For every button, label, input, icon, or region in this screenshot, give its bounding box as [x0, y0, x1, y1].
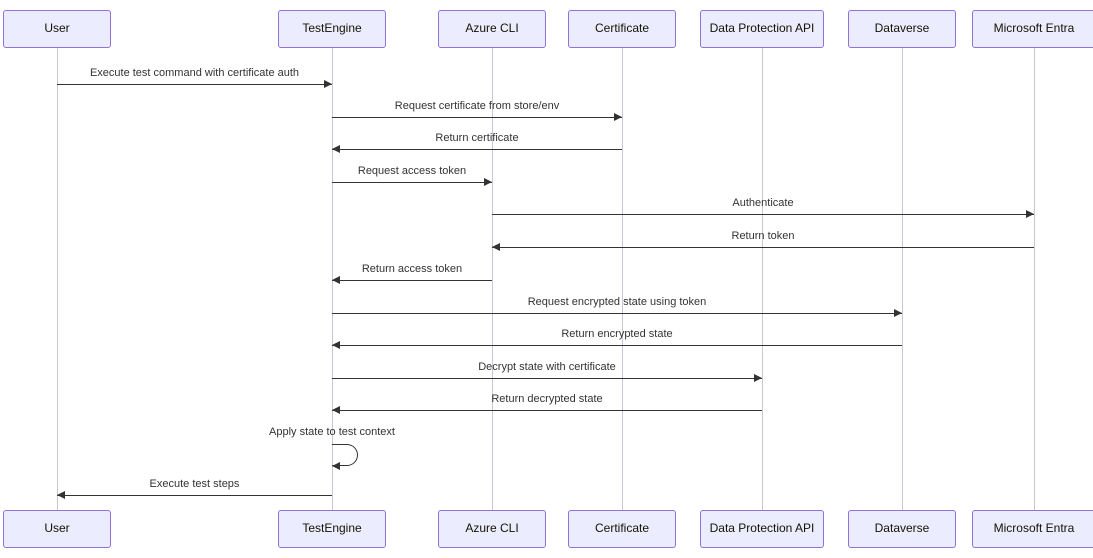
participant-label: Azure CLI — [465, 521, 519, 536]
participant-label: Dataverse — [874, 21, 930, 36]
participant-box — [278, 10, 386, 48]
participant-label: Certificate — [594, 21, 650, 36]
lifeline — [762, 48, 763, 510]
message-label: Execute test steps — [149, 478, 240, 490]
message-arrow — [492, 214, 1034, 215]
participant-box — [568, 10, 676, 48]
message-label: Request encrypted state using token — [527, 296, 707, 308]
arrow-head-icon — [894, 309, 902, 317]
lifeline — [57, 48, 58, 510]
message-label: Decrypt state with certificate — [478, 361, 616, 373]
participant-box — [848, 510, 956, 548]
message-label: Request certificate from store/env — [394, 100, 560, 112]
lifeline — [902, 48, 903, 510]
message-label: Authenticate — [732, 197, 794, 209]
participant-box — [700, 10, 824, 48]
lifeline — [1034, 48, 1035, 510]
message-label: Return decrypted state — [491, 393, 603, 405]
participant-label: Data Protection API — [709, 21, 815, 36]
participant-label: User — [44, 21, 70, 36]
arrow-head-icon — [332, 341, 340, 349]
participant-box — [700, 510, 824, 548]
arrow-head-icon — [1026, 210, 1034, 218]
participant-box — [972, 10, 1093, 48]
message-label: Return encrypted state — [561, 328, 673, 340]
message-arrow — [492, 247, 1034, 248]
arrow-head-icon — [754, 374, 762, 382]
arrow-head-icon — [484, 178, 492, 186]
participant-label: Azure CLI — [465, 21, 519, 36]
participant-label: TestEngine — [302, 521, 362, 536]
message-arrow — [332, 313, 902, 314]
arrow-head-icon — [492, 243, 500, 251]
lifeline — [622, 48, 623, 510]
arrow-head-icon — [324, 80, 332, 88]
participant-label: TestEngine — [302, 21, 362, 36]
participant-box — [972, 510, 1093, 548]
participant-box — [568, 510, 676, 548]
participant-box — [3, 510, 111, 548]
message-label: Return token — [731, 230, 795, 242]
message-arrow — [332, 378, 762, 379]
message-arrow — [332, 345, 902, 346]
message-label: Return access token — [361, 263, 463, 275]
arrow-head-icon — [332, 145, 340, 153]
message-arrow — [57, 84, 332, 85]
message-label: Request access token — [357, 165, 467, 177]
arrow-head-icon — [332, 276, 340, 284]
participant-label: Certificate — [594, 521, 650, 536]
message-arrow — [332, 182, 492, 183]
participant-label: Dataverse — [874, 521, 930, 536]
message-arrow — [332, 117, 622, 118]
message-label: Execute test command with certificate auth — [89, 67, 300, 79]
message-arrow — [332, 149, 622, 150]
message-arrow — [332, 410, 762, 411]
participant-box — [278, 510, 386, 548]
self-message-label: Apply state to test context — [269, 426, 395, 438]
message-arrow — [57, 495, 332, 496]
participant-box — [848, 10, 956, 48]
arrow-head-icon — [332, 462, 340, 470]
message-label: Return certificate — [435, 132, 519, 144]
participant-label: User — [44, 521, 70, 536]
message-arrow — [332, 280, 492, 281]
participant-box — [3, 10, 111, 48]
participant-label: Microsoft Entra — [993, 521, 1075, 536]
arrow-head-icon — [332, 406, 340, 414]
participant-box — [438, 510, 546, 548]
participant-label: Microsoft Entra — [993, 21, 1075, 36]
arrow-head-icon — [57, 491, 65, 499]
arrow-head-icon — [614, 113, 622, 121]
participant-box — [438, 10, 546, 48]
participant-label: Data Protection API — [709, 521, 815, 536]
